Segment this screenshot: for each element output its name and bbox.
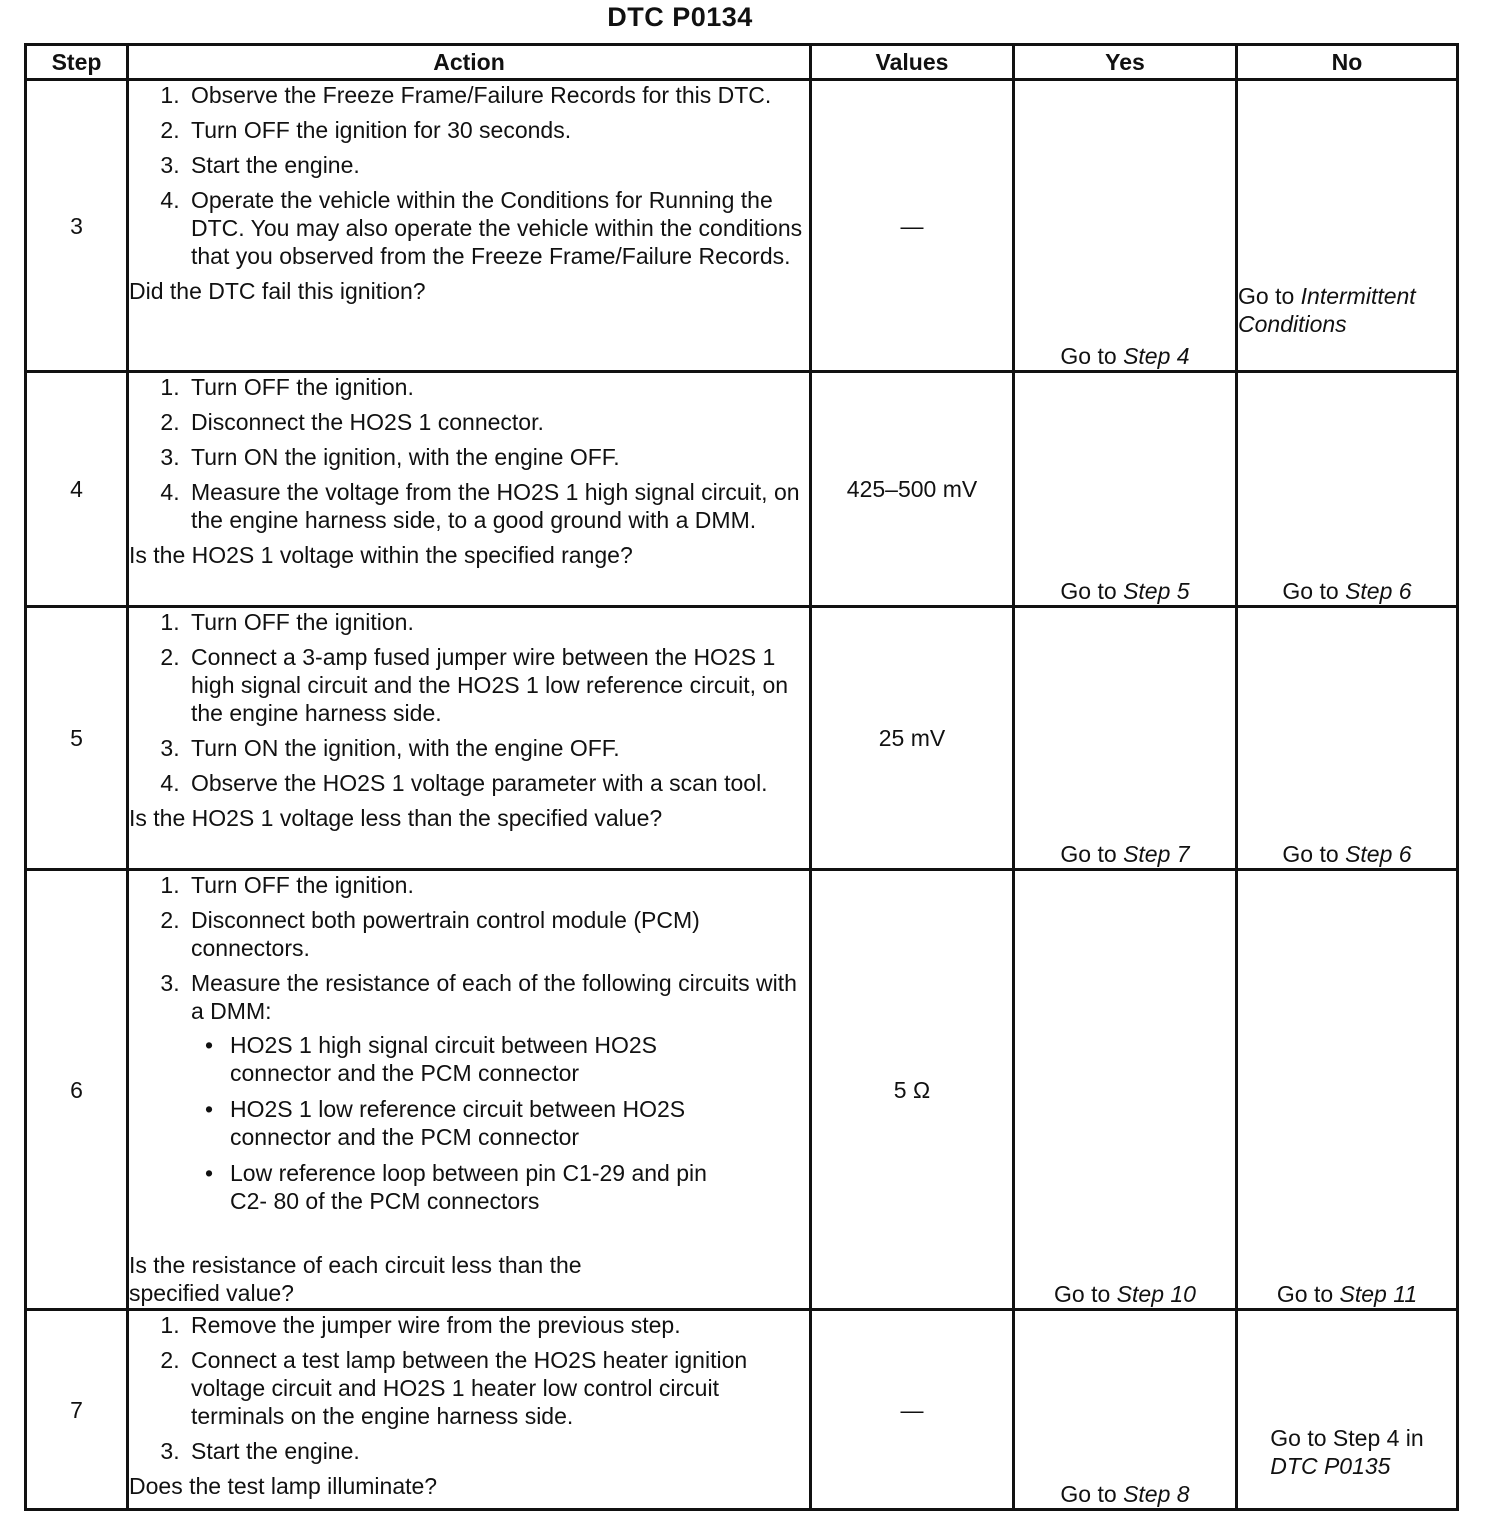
action-question: Is the HO2S 1 voltage within the specified range? [129,542,633,568]
action-item: 3. Turn ON the ignition, with the engine OFF. [186,443,809,471]
action-item: 3. Turn ON the ignition, with the engine OFF. [186,734,809,762]
header-values: Values [811,45,1014,80]
no-link[interactable]: Step 6 [1345,578,1412,604]
table-row [26,372,1458,607]
circuit-item: • HO2S 1 low reference circuit between HO2S connector and the PCM connector [225,1095,739,1151]
action-steps [129,871,809,1215]
no-prefix: Go to [1276,1281,1334,1307]
action-item: 3. Start the engine. [186,151,809,179]
yes-prefix: Go to [1060,343,1117,369]
no-link[interactable]: Step 11 [1339,1281,1418,1307]
yes-prefix: Go to [1060,578,1117,604]
step-number: 3 [26,80,128,372]
action-item: 1. Turn OFF the ignition. [186,608,809,636]
action-item: 1. Turn OFF the ignition. [186,871,809,899]
circuit-item: • Low reference loop between pin C1-29 and pin C2- 80 of the PCM connectors [225,1159,739,1215]
action-question: Is the resistance of each circuit less than the specified value? [129,1252,582,1306]
action-question: Does the test lamp illuminate? [129,1473,438,1499]
yes-cell [1014,372,1237,607]
no-cell [1237,870,1458,1310]
value-cell: — [811,1310,1014,1510]
action-item: 4. Observe the HO2S 1 voltage parameter with a scan tool. [186,769,809,797]
step-number: 5 [26,607,128,870]
step-number: 4 [26,372,128,607]
action-question: Did the DTC fail this ignition? [129,278,426,304]
table-row [26,1310,1458,1510]
yes-prefix: Go to [1060,841,1117,867]
step-number: 6 [26,870,128,1310]
page-title: DTC P0134 [607,2,753,32]
yes-cell [1014,1310,1237,1510]
yes-link[interactable]: Step 8 [1123,1481,1190,1507]
no-prefix: Go to Step 4 in [1270,1425,1424,1451]
action-item: 4. Operate the vehicle within the Conditions for Running the DTC. You may also operate the vehicle within the conditions that you observed from the Freeze Frame/Failure Records. [186,186,809,270]
header-step: Step [26,45,128,80]
action-cell [128,870,811,1310]
action-item: 1. Observe the Freeze Frame/Failure Records for this DTC. [186,81,809,109]
yes-prefix: Go to [1054,1281,1111,1307]
action-cell [128,80,811,372]
action-item: 4. Measure the voltage from the HO2S 1 high signal circuit, on the engine harness side, to a good ground with a DMM. [186,478,809,534]
action-cell [128,1310,811,1510]
header-action: Action [128,45,811,80]
action-question: Is the HO2S 1 voltage less than the specified value? [129,805,663,831]
yes-cell [1014,607,1237,870]
no-cell [1237,1310,1458,1510]
value-cell: 25 mV [811,607,1014,870]
action-item: 2. Turn OFF the ignition for 30 seconds. [186,116,809,144]
action-item: 1. Remove the jumper wire from the previous step. [186,1311,809,1339]
no-prefix: Go to [1282,841,1339,867]
table-row [26,607,1458,870]
action-cell [128,607,811,870]
circuit-list [191,1031,739,1215]
no-cell [1237,607,1458,870]
yes-cell [1014,870,1237,1310]
no-text [1238,282,1456,338]
header-yes: Yes [1014,45,1237,80]
no-text [1270,1424,1423,1480]
action-item: 3. Start the engine. [186,1437,809,1465]
yes-link[interactable]: Step 10 [1116,1281,1196,1307]
no-prefix: Go to [1238,283,1295,309]
value-cell: 425–500 mV [811,372,1014,607]
action-item-text: Measure the resistance of each of the following circuits with a DMM: [191,970,797,1024]
action-steps [129,81,809,270]
circuit-item: • HO2S 1 high signal circuit between HO2S connector and the PCM connector [225,1031,739,1087]
action-cell [128,372,811,607]
action-item: 2. Connect a test lamp between the HO2S heater ignition voltage circuit and HO2S 1 heater low control circuit terminals on the engine harness side. [186,1346,809,1430]
diagnostic-table [24,43,1459,1511]
yes-link[interactable]: Step 5 [1123,578,1190,604]
yes-prefix: Go to [1060,1481,1117,1507]
yes-cell [1014,80,1237,372]
no-link[interactable]: Intermittent Conditions [1238,283,1416,337]
yes-link[interactable]: Step 7 [1123,841,1190,867]
table-row [26,870,1458,1310]
action-steps [129,373,809,534]
header-row [26,45,1458,80]
yes-link[interactable]: Step 4 [1123,343,1190,369]
action-item: 2. Disconnect the HO2S 1 connector. [186,408,809,436]
action-steps [129,608,809,797]
no-prefix: Go to [1282,578,1339,604]
action-item: 1. Turn OFF the ignition. [186,373,809,401]
step-number: 7 [26,1310,128,1510]
no-link[interactable]: Step 6 [1345,841,1412,867]
header-no: No [1237,45,1458,80]
no-link[interactable]: DTC P0135 [1270,1453,1391,1479]
table-row [26,80,1458,372]
action-item: 2. Disconnect both powertrain control module (PCM) connectors. [186,906,809,962]
no-cell [1237,80,1458,372]
no-cell [1237,372,1458,607]
action-item: 2. Connect a 3-amp fused jumper wire between the HO2S 1 high signal circuit and the HO2S 1 low reference circuit, on the engine harness side. [186,643,809,727]
value-cell: 5 Ω [811,870,1014,1310]
action-item [186,969,809,1215]
action-steps [129,1311,809,1465]
value-cell: — [811,80,1014,372]
